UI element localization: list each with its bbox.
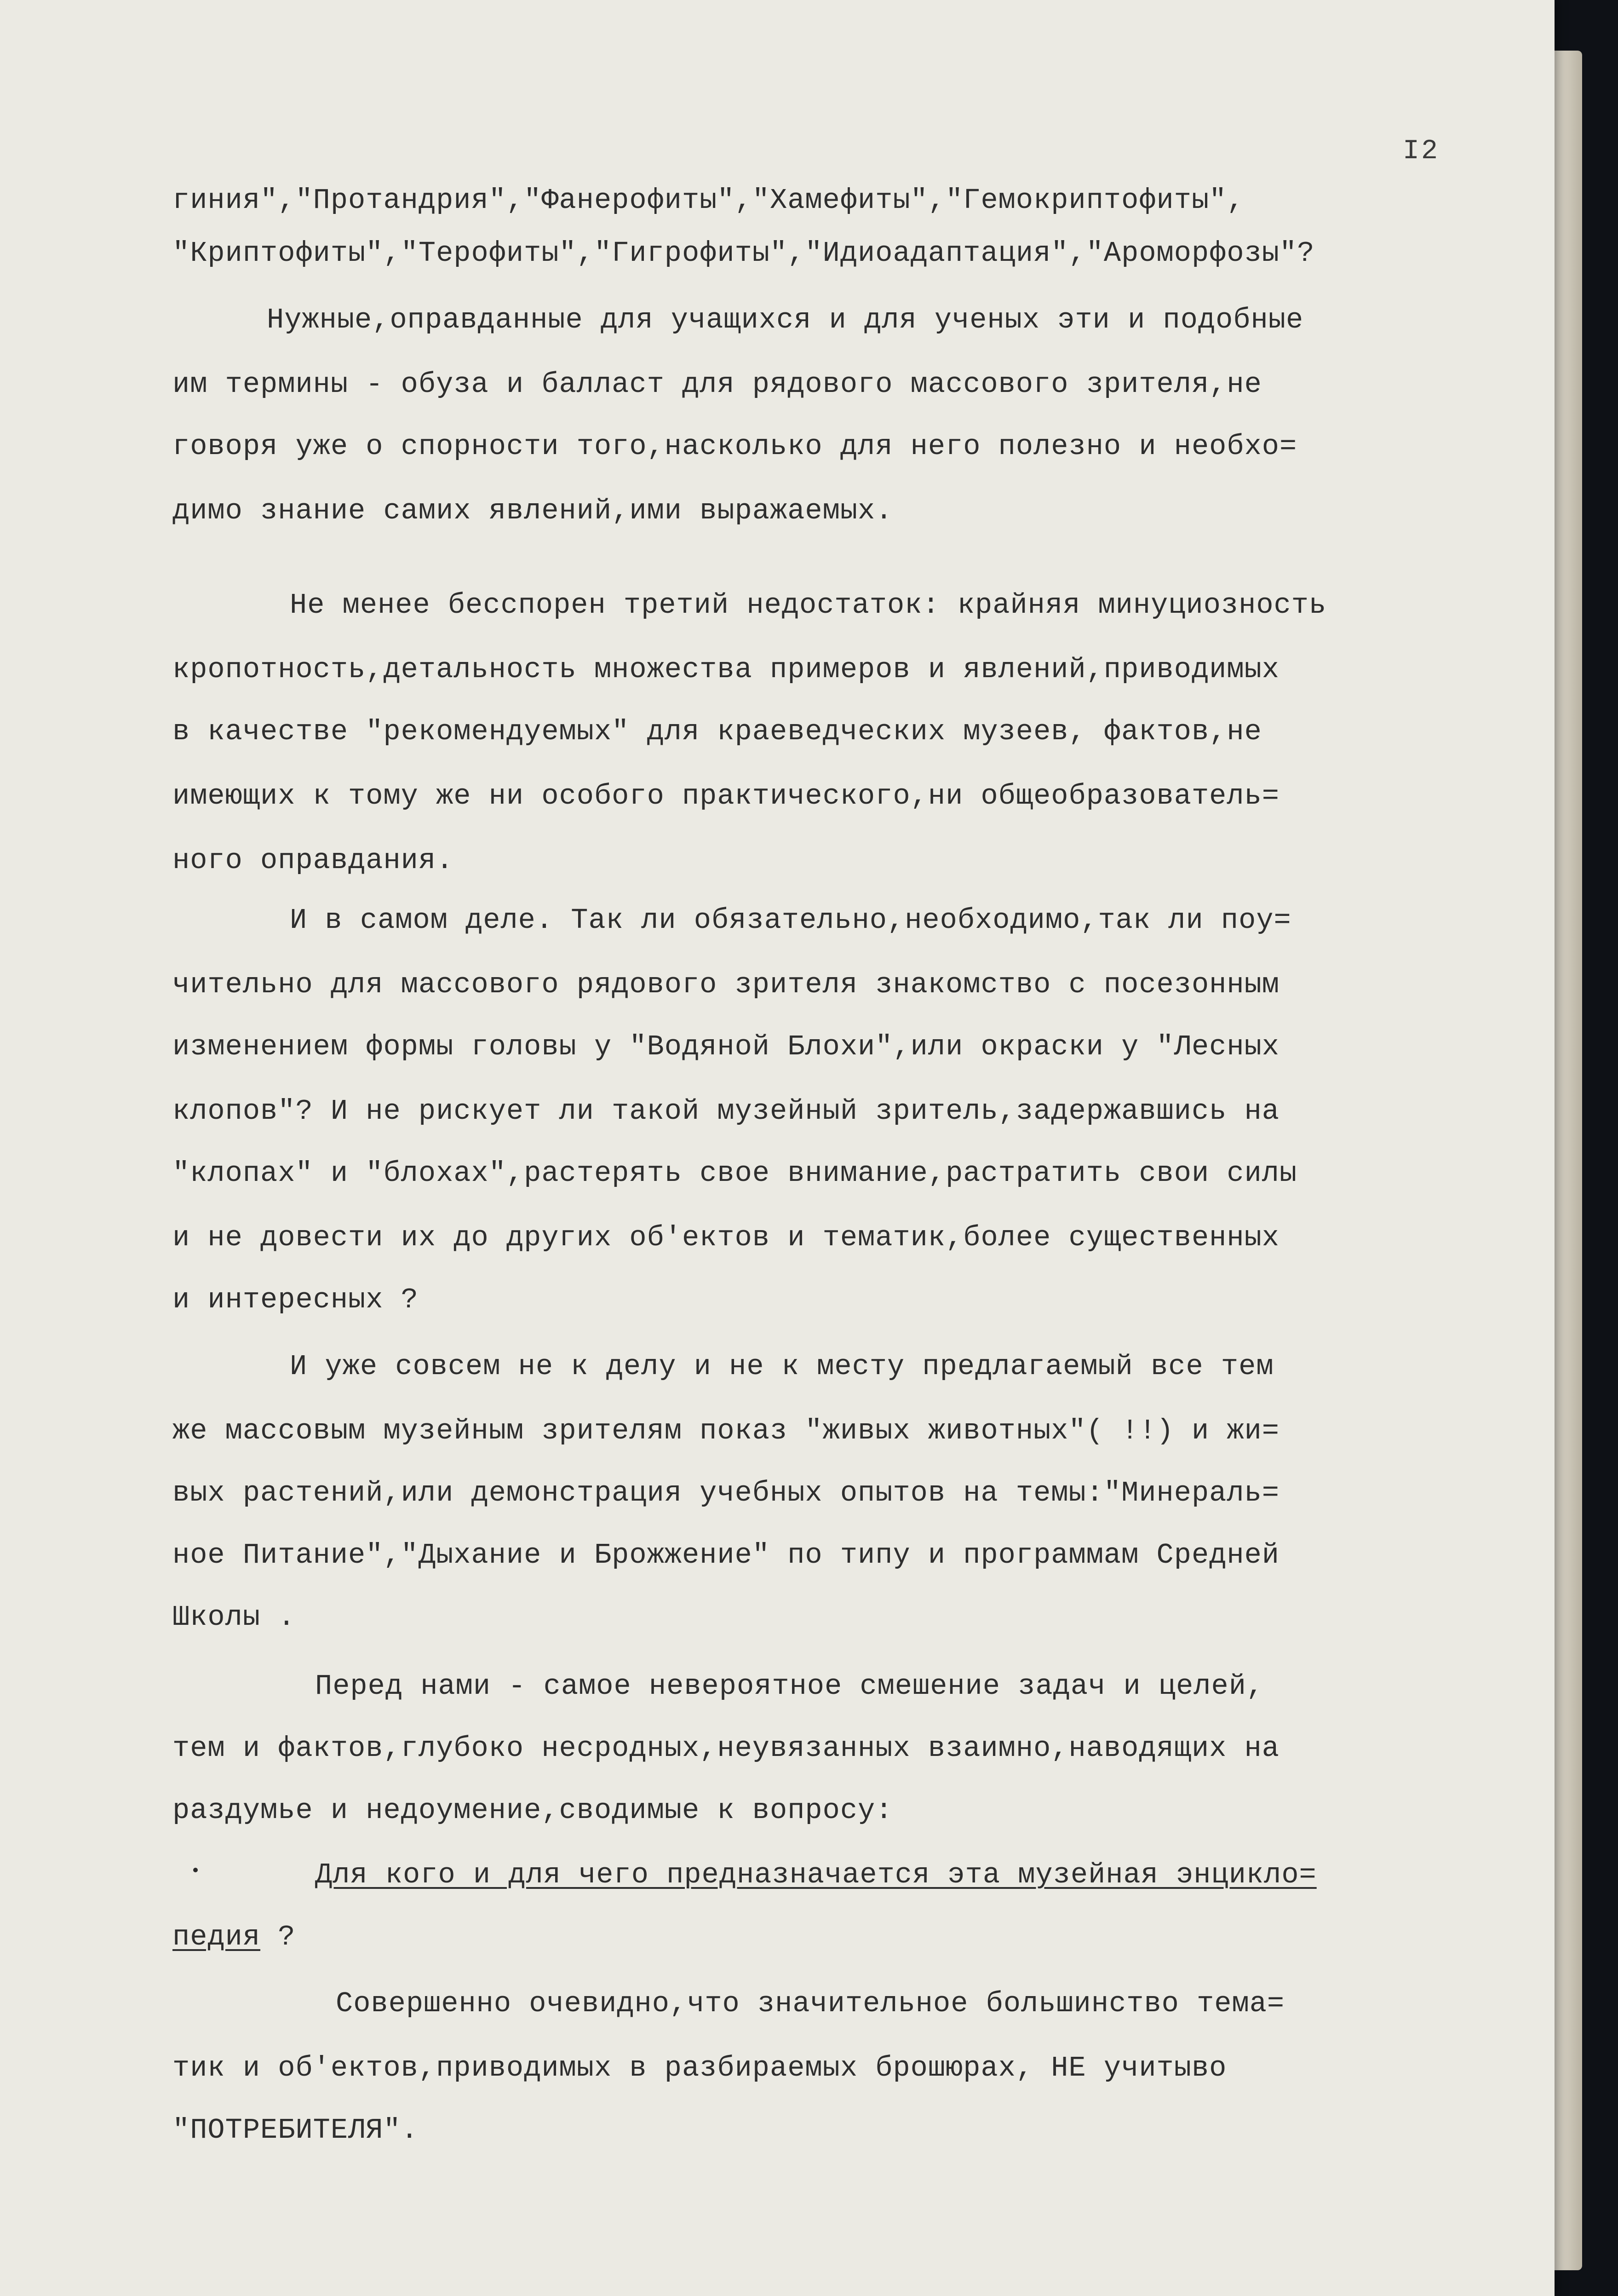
text-line: вых растений,или демонстрация учебных опытов на темы:"Минераль= xyxy=(172,1477,1279,1509)
underlined-question-line: Для кого и для чего предназначается эта музейная энцикло= xyxy=(315,1859,1317,1891)
text-line: ное Питание","Дыхание и Брожжение" по типу и программам Средней xyxy=(172,1539,1279,1571)
text-line: "клопах" и "блохах",растерять свое внимание,растратить свои силы xyxy=(172,1157,1297,1190)
text-line: им термины - обуза и балласт для рядового массового зрителя,не xyxy=(172,368,1262,401)
text-line: "Криптофиты","Терофиты","Гигрофиты","Идиоадаптация","Ароморфозы"? xyxy=(172,237,1315,270)
underlined-question-end xyxy=(172,1923,295,1951)
text-line: имеющих к тому же ни особого практического,ни общеобразователь= xyxy=(172,780,1279,812)
text-line: тем и фактов,глубоко несродных,неувязанных взаимно,наводящих на xyxy=(172,1732,1279,1765)
text-line: изменением формы головы у "Водяной Блохи",или окраски у "Лесных xyxy=(172,1030,1279,1063)
text-line: тик и об'ектов,приводимых в разбираемых брошюрах, НЕ учитыво xyxy=(172,2052,1227,2084)
text-line: говоря уже о спорности того,насколько для него полезно и необхо= xyxy=(172,430,1297,463)
text-line: и не довести их до других об'ектов и тематик,более существенных xyxy=(172,1221,1279,1254)
text-line: кропотность,детальность множества примеров и явлений,приводимых xyxy=(172,653,1279,686)
text-line: в качестве "рекомендуемых" для краеведческих музеев, фактов,не xyxy=(172,715,1262,748)
text-line: "ПОТРЕБИТЕЛЯ". xyxy=(172,2114,419,2146)
text-line: Перед нами - самое невероятное смешение задач и целей, xyxy=(315,1670,1264,1703)
text-line: ного оправдания. xyxy=(172,844,454,877)
text-line: Школы . xyxy=(172,1601,296,1634)
text-line: И в самом деле. Так ли обязательно,необходимо,так ли поу= xyxy=(290,904,1291,937)
text-line: И уже совсем не к делу и не к месту предлагаемый все тем xyxy=(290,1350,1274,1383)
text-line: Нужные,оправданные для учащихся и для ученых эти и подобные xyxy=(267,304,1304,336)
text-line: Не менее бесспорен третий недостаток: крайняя минуциозность xyxy=(290,589,1327,621)
text-line: Совершенно очевидно,что значительное большинство тема= xyxy=(336,1987,1285,2020)
text-line: димо знание самих явлений,ими выражаемых. xyxy=(172,495,893,527)
text-line: чительно для массового рядового зрителя знакомство с посезонным xyxy=(172,968,1279,1001)
text-line: и интересных ? xyxy=(172,1283,419,1316)
text-line: раздумье и недоумение,сводимые к вопросу: xyxy=(172,1794,893,1827)
ink-dot xyxy=(193,1868,198,1872)
text-line: же массовым музейным зрителям показ "живых животных"( !!) и жи= xyxy=(172,1415,1279,1447)
text-line: клопов"? И не рискует ли такой музейный зритель,задержавшись на xyxy=(172,1095,1279,1128)
underlined-word: педия xyxy=(172,1921,261,1953)
question-mark: ? xyxy=(260,1921,296,1953)
page-number: I2 xyxy=(1403,136,1440,167)
text-line: гиния","Протандрия","Фанерофиты","Хамефиты","Гемокриптофиты", xyxy=(172,184,1245,217)
